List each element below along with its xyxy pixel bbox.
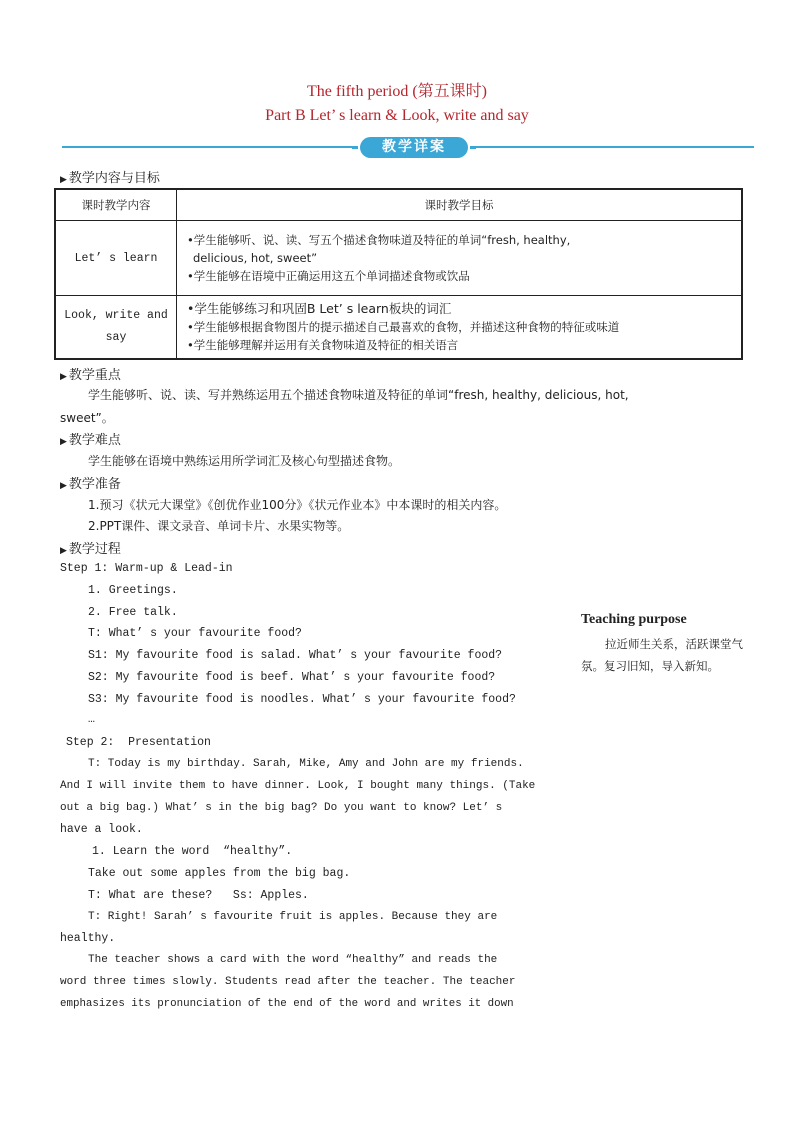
process-line: T: What are these? Ss: Apples. <box>88 889 309 902</box>
section-preparation: ▶ 教学准备 <box>60 477 121 492</box>
row-content <box>55 296 177 360</box>
preparation-line: 1.预习《状元大课堂》《创优作业100分》《状元作业本》中本课时的相关内容。 <box>88 498 507 512</box>
section-key-points: ▶ 教学重点 <box>60 368 121 383</box>
process-line: 2. Free talk. <box>88 606 178 619</box>
header-content: 课时教学内容 <box>55 189 177 221</box>
process-line: healthy. <box>60 932 116 945</box>
teaching-purpose-body: 拉近师生关系，活跃课堂气氛。复习旧知，导入新知。 <box>581 637 743 673</box>
process-line: Step 1: Warm-up & Lead-in <box>60 562 233 575</box>
triangle-bullet-icon: ▶ <box>60 546 67 556</box>
process-line: word three times slowly. Students read after the teacher. The teacher <box>60 976 516 988</box>
process-line: Step 2: Presentation <box>66 736 211 749</box>
difficulties-text: 学生能够在语境中熟练运用所学词汇及核心句型描述食物。 <box>88 454 401 468</box>
goal-item: •学生能够理解并运用有关食物味道及特征的相关语言 <box>187 338 459 352</box>
section-content-goals: ▶ 教学内容与目标 <box>60 171 160 186</box>
process-line: S2: My favourite food is beef. What’ s your favourite food? <box>88 671 496 684</box>
process-line: T: Today is my birthday. Sarah, Mike, Amy and John are my friends. <box>88 758 524 770</box>
key-points-line: 学生能够听、说、读、写并熟练运用五个描述食物味道及特征的单词“fresh, healthy, delicious, hot, <box>88 388 629 402</box>
process-line: … <box>88 713 95 726</box>
row-content: Let’ s learn <box>55 221 177 296</box>
table-header-row <box>55 189 742 221</box>
teaching-purpose-title: Teaching purpose <box>581 612 687 627</box>
table-row <box>55 221 742 296</box>
process-line: S3: My favourite food is noodles. What’ s your favourite food? <box>88 693 516 706</box>
row-content-line: Look, write and <box>64 309 168 322</box>
goal-item: •学生能够根据食物图片的提示描述自己最喜欢的食物，并描述这种食物的特征或味道 <box>187 320 620 334</box>
table-row <box>55 296 742 360</box>
triangle-bullet-icon: ▶ <box>60 372 67 382</box>
process-line: have a look. <box>60 823 143 836</box>
row-content-line: say <box>105 331 127 344</box>
section-difficulties: ▶ 教学难点 <box>60 433 121 448</box>
process-line: The teacher shows a card with the word “healthy” and reads the <box>88 954 498 966</box>
section-process: ▶ 教学过程 <box>60 542 121 557</box>
process-line: T: What’ s your favourite food? <box>88 627 302 640</box>
banner-right-dash <box>470 146 476 149</box>
process-line: T: Right! Sarah’ s favourite fruit is apples. Because they are <box>88 911 498 923</box>
key-points-line: sweet”。 <box>60 411 114 425</box>
row-goals <box>177 221 743 296</box>
header-goals: 课时教学目标 <box>177 189 743 221</box>
goal-item: delicious, hot, sweet” <box>193 251 318 265</box>
banner-label: 教学详案 <box>360 137 468 158</box>
process-line: 1. Greetings. <box>88 584 178 597</box>
goals-table <box>54 188 743 360</box>
row-goals <box>177 296 743 360</box>
process-line: Take out some apples from the big bag. <box>88 867 351 880</box>
banner-left-dash <box>352 146 358 149</box>
lesson-subtitle: Part B Let’ s learn & Look, write and say <box>265 107 529 124</box>
lesson-title: The fifth period (第五课时) <box>307 83 487 100</box>
process-line: S1: My favourite food is salad. What’ s your favourite food? <box>88 649 503 662</box>
process-line: And I will invite them to have dinner. Look, I bought many things. (Take <box>60 780 536 792</box>
banner <box>352 135 476 160</box>
process-line: 1. Learn the word “healthy”. <box>92 845 293 858</box>
triangle-bullet-icon: ▶ <box>60 481 67 491</box>
goal-item: •学生能够听、说、读、写五个描述食物味道及特征的单词“fresh, healthy, <box>187 233 571 247</box>
triangle-bullet-icon: ▶ <box>60 175 67 185</box>
goal-item: •学生能够在语境中正确运用这五个单词描述食物或饮品 <box>187 269 470 283</box>
triangle-bullet-icon: ▶ <box>60 437 67 447</box>
process-line: out a big bag.) What’ s in the big bag? Do you want to know? Let’ s <box>60 802 503 814</box>
preparation-line: 2.PPT课件、课文录音、单词卡片、水果实物等。 <box>88 519 350 533</box>
goal-item: •学生能够练习和巩固B Let’ s learn板块的词汇 <box>187 301 452 316</box>
process-line: emphasizes its pronunciation of the end of the word and writes it down <box>60 998 514 1010</box>
